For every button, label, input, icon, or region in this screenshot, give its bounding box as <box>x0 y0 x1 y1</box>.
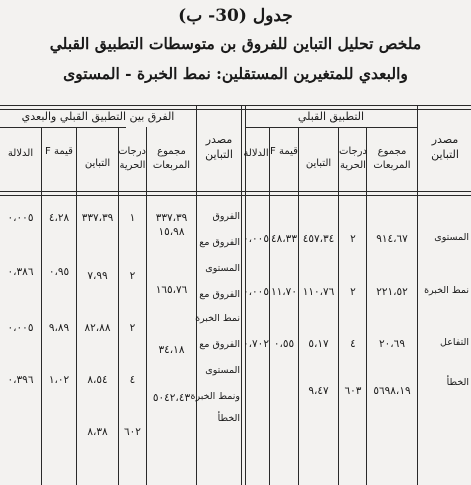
pre-source-cell: التفاعل <box>440 337 469 348</box>
diff-f-cell: ٩،٨٩ <box>48 322 70 334</box>
group-header-pre: التطبيق القبلي <box>297 110 365 123</box>
col-divider <box>338 127 339 485</box>
diff-ss-cell: ١٦٥،٧٦ <box>155 284 188 296</box>
pre-f-cell: ٤٨،٣٣ <box>271 233 297 245</box>
diff-sig-cell: ٠،٠٠٥ <box>7 212 34 224</box>
pre-sig-cell: ٠،٠٠٥ <box>243 233 269 245</box>
pre-df-cell: ٤ <box>350 338 356 350</box>
header-f-pre: قيمة F <box>270 146 298 157</box>
diff-df-cell: ٦٠٢ <box>124 426 141 438</box>
diff-source-line: الفروق مع <box>199 289 240 300</box>
pre-ss-cell: ٢٠،٦٩ <box>379 338 405 350</box>
header-var-diff: التباين <box>84 158 111 169</box>
col-divider <box>196 105 197 485</box>
diff-var-cell: ٨،٣٨ <box>87 426 108 438</box>
header-f-diff: قيمة F <box>45 146 73 157</box>
diff-df-cell: ٤ <box>129 374 136 386</box>
col-divider <box>146 127 147 485</box>
table-subtitle-line-2: والبعدي للمتغيرين المستقلين: نمط الخبرة - المستوى <box>63 64 408 83</box>
diff-var-cell: ٣٣٧،٣٩ <box>81 212 114 224</box>
diff-f-cell: ١،٠٢ <box>48 374 70 386</box>
pre-var-cell: ٩،٤٧ <box>308 385 329 397</box>
col-divider <box>298 127 299 485</box>
diff-source-line: نمط الخبرة <box>195 313 240 324</box>
table-subtitle-line-1: ملخص تحليل التباين للفروق بن متوسطات التطبيق القبلي <box>49 34 422 53</box>
diff-ss-cell: ٥٠٤٢،٤٣ <box>152 392 191 404</box>
col-divider <box>269 127 270 485</box>
header-source-pre: مصدر التباين <box>431 133 459 161</box>
pre-ss-cell: ٩١٤،٦٧ <box>376 233 408 245</box>
diff-group-underline <box>0 127 126 128</box>
diff-source-line: الخطأ <box>217 413 240 424</box>
diff-df-cell: ١ <box>129 212 136 224</box>
col-divider <box>41 127 42 485</box>
pre-f-cell: ١١،٧٠ <box>271 286 297 298</box>
group-header-diff: الفرق بين التطبيق القبلي والبعدي <box>21 110 175 123</box>
pre-source-cell: نمط الخبرة <box>424 285 469 296</box>
diff-sig-cell: ٠،٣٨٦ <box>7 266 34 278</box>
pre-f-cell: ٠،٥٥ <box>273 338 295 350</box>
pre-df-cell: ٢ <box>350 286 356 298</box>
diff-df-cell: ٢ <box>129 322 136 334</box>
pre-var-cell: ٥،١٧ <box>308 338 329 350</box>
diff-df-cell: ٢ <box>129 270 136 282</box>
diff-source-line: المستوى <box>205 365 240 376</box>
diff-source-line: الفروق مع <box>199 237 240 248</box>
header-sig-pre: الدلالة <box>243 148 269 159</box>
header-df-diff: درجات الحرية <box>118 146 146 171</box>
diff-var-cell: ٨٢،٨٨ <box>84 322 111 334</box>
header-source-diff: مصدر التباين <box>205 133 233 161</box>
pre-var-cell: ٤٥٧،٣٤ <box>302 233 335 245</box>
diff-ss-cell: ٣٤،١٨ <box>158 344 185 356</box>
diff-sig-cell: ٠،٣٩٦ <box>7 374 34 386</box>
pre-group-underline <box>245 127 417 128</box>
diff-var-cell: ٧،٩٩ <box>87 270 108 282</box>
diff-ss-cell: ١٥،٩٨ <box>158 226 185 238</box>
diff-var-cell: ٨،٥٤ <box>87 374 108 386</box>
header-ss-diff: مجموع المربعات <box>152 146 191 171</box>
pre-df-cell: ٢ <box>350 233 356 245</box>
diff-sig-cell: ٠،٠٠٥ <box>7 322 34 334</box>
diff-source-line: المستوى <box>205 263 240 274</box>
header-sig-diff: الدلالة <box>7 148 34 159</box>
anova-table <box>0 105 471 485</box>
diff-ss-cell: ٣٣٧،٣٩ <box>155 212 188 224</box>
col-divider <box>366 127 367 485</box>
header-ss-pre: مجموع المربعات <box>373 146 411 171</box>
header-var-pre: التباين <box>305 158 332 169</box>
pre-ss-cell: ٢٢١،٥٢ <box>376 286 408 298</box>
pre-source-cell: المستوى <box>434 232 469 243</box>
col-divider <box>417 105 418 485</box>
pre-sig-cell: ٠،٧٠٢ <box>243 338 269 350</box>
pre-ss-cell: ٥٦٩٨،١٩ <box>373 385 411 397</box>
header-bottom-border <box>0 191 471 196</box>
diff-source-line: الفروق <box>212 211 240 222</box>
table-title: جدول (30- ب) <box>178 6 293 26</box>
pre-sig-cell: ٠،٠٠٥ <box>243 286 269 298</box>
pre-var-cell: ١١٠،٧٦ <box>302 286 335 298</box>
diff-f-cell: ٠،٩٥ <box>48 266 70 278</box>
pre-df-cell: ٦٠٣ <box>344 385 362 397</box>
header-df-pre: درجات الحرية <box>339 146 367 171</box>
diff-source-line: الفروق مع <box>199 339 240 350</box>
diff-f-cell: ٤،٢٨ <box>48 212 70 224</box>
pre-source-cell: الخطأ <box>446 377 469 388</box>
diff-source-line: ونمط الخبرة <box>190 391 240 402</box>
